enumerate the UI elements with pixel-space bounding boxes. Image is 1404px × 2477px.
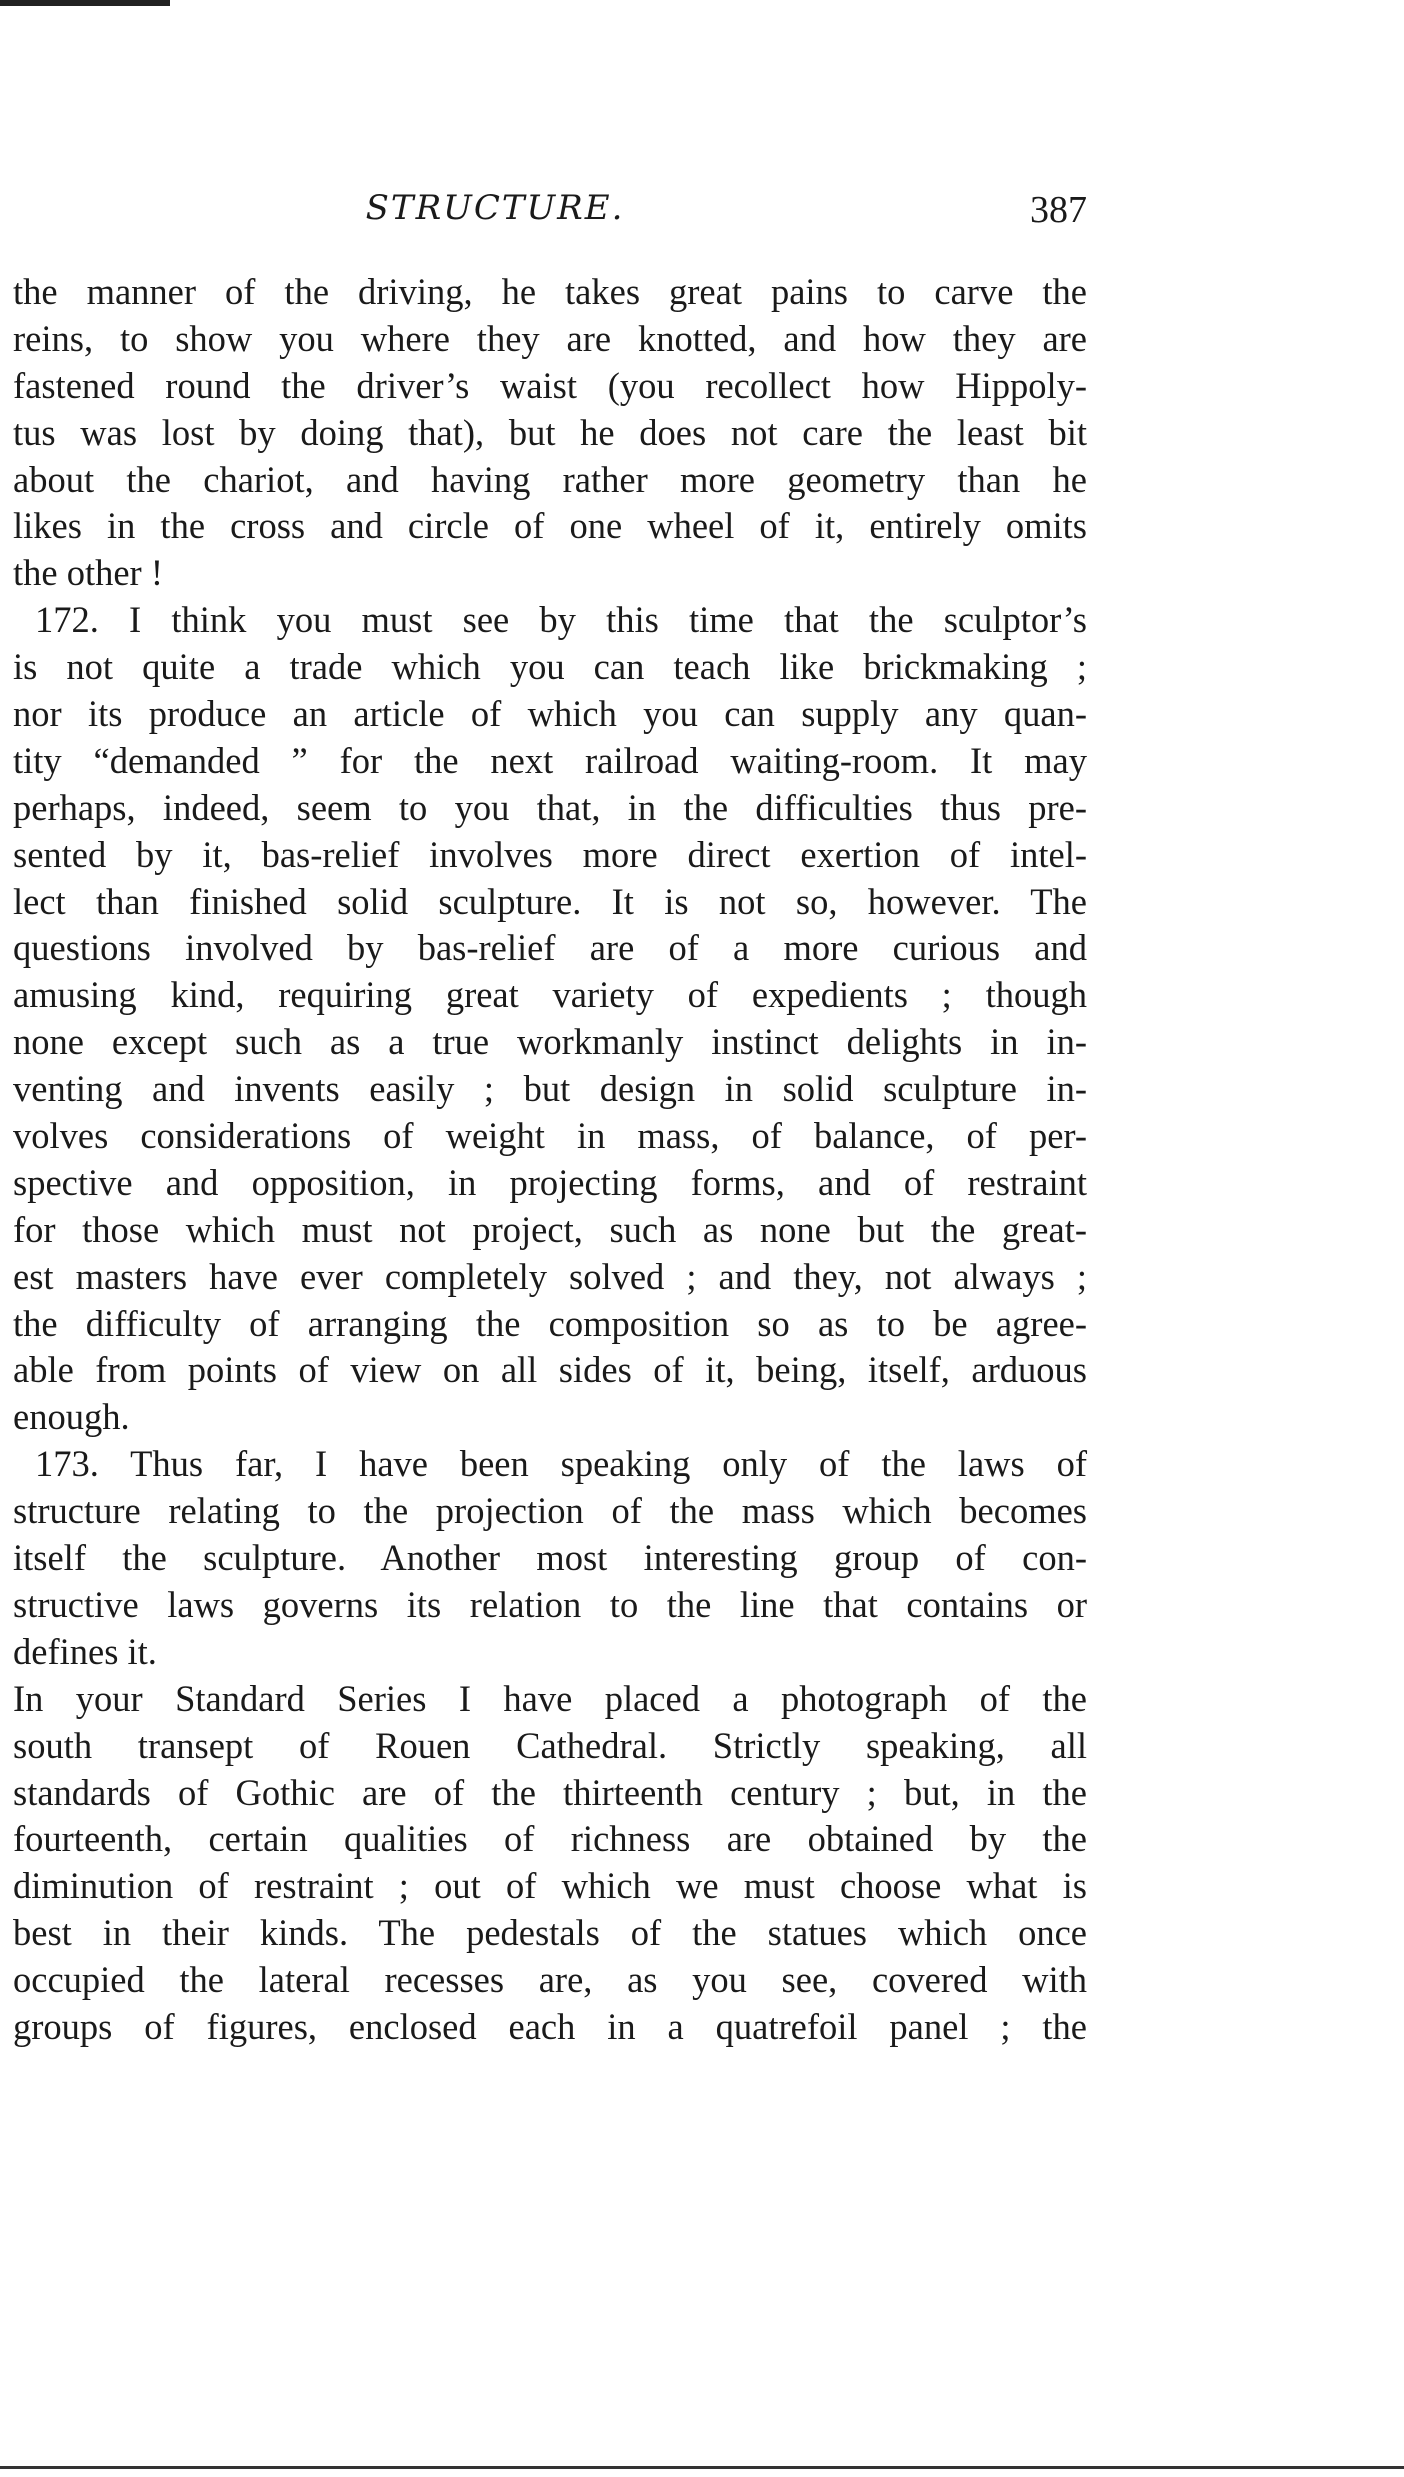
text-line: lect than finished solid sculpture. It is not so, however. The [13, 880, 1087, 922]
text-line: structure relating to the projection of the mass which becomes [13, 1490, 1087, 1532]
text-line: 172. I think you must see by this time that the sculptor’s [35, 599, 1087, 641]
text-line: fastened round the driver’s waist (you recollect how Hippoly- [13, 364, 1087, 406]
text-line: tus was lost by doing that), but he does not care the least bit [13, 411, 1087, 453]
text-line: 173. Thus far, I have been speaking only of the laws of [35, 1443, 1087, 1485]
text-line: sented by it, bas-relief involves more direct exertion of intel- [13, 833, 1087, 875]
text-line: groups of figures, enclosed each in a quatrefoil panel ; the [13, 2005, 1087, 2047]
scan-edge-bottom [0, 2466, 1404, 2469]
text-line: reins, to show you where they are knotted, and how they are [13, 317, 1087, 359]
text-line: In your Standard Series I have placed a photograph of the [13, 1677, 1087, 1719]
page-header [13, 188, 1087, 234]
text-line: occupied the lateral recesses are, as you see, covered with [13, 1959, 1087, 2001]
text-line: perhaps, indeed, seem to you that, in the difficulties thus pre- [13, 786, 1087, 828]
text-line: itself the sculpture. Another most interesting group of con- [13, 1537, 1087, 1579]
text-line: is not quite a trade which you can teach like brickmaking ; [13, 646, 1087, 688]
text-line: the difficulty of arranging the composition so as to be agree- [13, 1302, 1087, 1344]
text-line: defines it. [13, 1630, 157, 1672]
running-title: STRUCTURE. [365, 188, 625, 228]
text-line: est masters have ever completely solved ; and they, not always ; [13, 1255, 1087, 1297]
text-line: the manner of the driving, he takes great pains to carve the [13, 271, 1087, 312]
text-line: enough. [13, 1396, 130, 1438]
text-line: likes in the cross and circle of one wheel of it, entirely omits [13, 505, 1087, 547]
text-line: tity “demanded ” for the next railroad waiting-room. It may [13, 739, 1087, 781]
text-line: nor its produce an article of which you can supply any quan- [13, 693, 1087, 735]
body-text [13, 269, 1087, 2051]
scan-edge-top [0, 0, 170, 6]
text-line: amusing kind, requiring great variety of expedients ; though [13, 974, 1087, 1016]
text-line: best in their kinds. The pedestals of the statues which once [13, 1912, 1087, 1954]
text-line: diminution of restraint ; out of which we must choose what is [13, 1865, 1087, 1907]
text-line: able from points of view on all sides of it, being, itself, arduous [13, 1349, 1087, 1391]
text-line: south transept of Rouen Cathedral. Strictly speaking, all [13, 1724, 1087, 1766]
text-line: venting and invents easily ; but design in solid sculpture in- [13, 1068, 1087, 1110]
text-line: standards of Gothic are of the thirteenth century ; but, in the [13, 1771, 1087, 1813]
text-line: about the chariot, and having rather more geometry than he [13, 458, 1087, 500]
text-line: volves considerations of weight in mass, of balance, of per- [13, 1115, 1087, 1157]
text-line: questions involved by bas-relief are of a more curious and [13, 927, 1087, 969]
text-line: none except such as a true workmanly instinct delights in in- [13, 1021, 1087, 1063]
text-line: for those which must not project, such as none but the great- [13, 1208, 1087, 1250]
text-line: fourteenth, certain qualities of richness are obtained by the [13, 1818, 1087, 1860]
text-line: structive laws governs its relation to the line that contains or [13, 1583, 1087, 1625]
page-number: 387 [1030, 189, 1087, 231]
text-line: the other ! [13, 552, 163, 594]
text-line: spective and opposition, in projecting forms, and of restraint [13, 1161, 1087, 1203]
